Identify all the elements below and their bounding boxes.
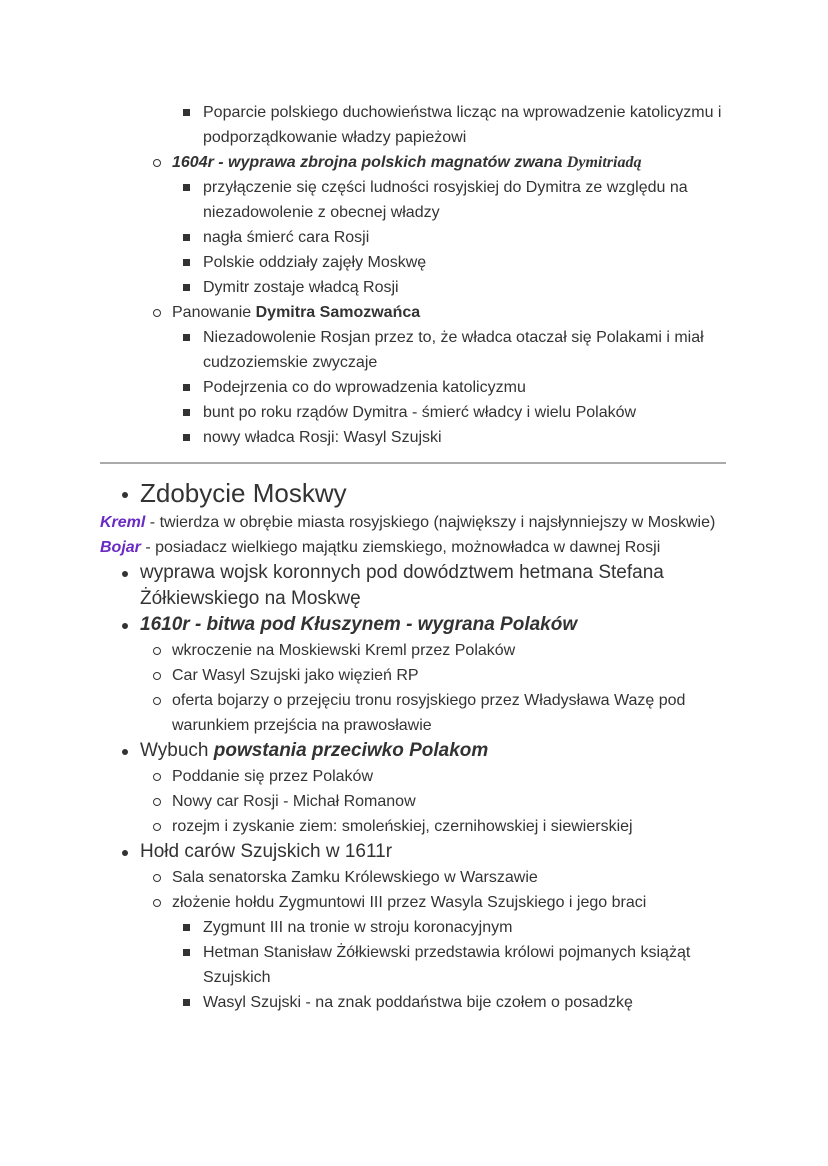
list-item-level-3 bbox=[100, 100, 723, 150]
circle-bullet-icon bbox=[153, 773, 161, 781]
term-label: Kreml bbox=[100, 514, 146, 531]
text-segment: Sala senatorska Zamku Królewskiego w Warszawie bbox=[172, 869, 538, 886]
list-item-level-3 bbox=[100, 400, 723, 425]
square-bullet-icon bbox=[183, 184, 190, 191]
text-segment: Panowanie bbox=[172, 304, 256, 321]
disc-bullet-icon bbox=[122, 749, 128, 755]
list-item-level-3 bbox=[100, 250, 723, 275]
list-item-level-2 bbox=[100, 789, 732, 814]
section-dymitriada bbox=[100, 100, 726, 450]
list-item-level-3 bbox=[100, 940, 723, 990]
disc-bullet-icon bbox=[122, 492, 128, 498]
list-item-level-2 bbox=[100, 764, 732, 789]
circle-bullet-icon bbox=[153, 899, 161, 907]
square-bullet-icon bbox=[183, 334, 190, 341]
text-segment: - twierdza w obrębie miasta rosyjskiego (największy i najsłynniejszy w Moskwie) bbox=[145, 514, 716, 531]
text-segment: Hołd carów Szujskich w 1611r bbox=[140, 841, 393, 862]
square-bullet-icon bbox=[183, 434, 190, 441]
text-segment: wyprawa wojsk koronnych pod dowództwem hetmana Stefana Żółkiewskiego na Moskwę bbox=[140, 562, 664, 609]
circle-bullet-icon bbox=[153, 159, 161, 167]
square-bullet-icon bbox=[183, 259, 190, 266]
text-segment: nowy władca Rosji: Wasyl Szujski bbox=[203, 429, 442, 446]
text-segment: 1604r - wyprawa zbrojna polskich magnatów zwana bbox=[172, 154, 567, 171]
list-item-level-2 bbox=[100, 663, 732, 688]
list-item-level-2 bbox=[100, 150, 732, 175]
text-segment: rozejm i zyskanie ziem: smoleńskiej, czernihowskiej i siewierskiej bbox=[172, 818, 633, 835]
list-item-level-3 bbox=[100, 275, 723, 300]
list-item-level-1 bbox=[100, 839, 700, 865]
circle-bullet-icon bbox=[153, 309, 161, 317]
square-bullet-icon bbox=[183, 384, 190, 391]
text-segment: powstania przeciwko Polakom bbox=[213, 740, 489, 761]
disc-bullet-icon bbox=[122, 571, 128, 577]
list-item-level-3 bbox=[100, 375, 723, 400]
text-segment: Niezadowolenie Rosjan przez to, że władca otaczał się Polakami i miał cudzoziemskie zwyczaje bbox=[203, 329, 704, 371]
text-segment: Zdobycie Moskwy bbox=[140, 478, 347, 508]
text-segment: 1610r - bitwa pod Kłuszynem - wygrana Polaków bbox=[140, 614, 578, 635]
document-page bbox=[100, 100, 726, 1015]
list-item-level-3 bbox=[100, 225, 723, 250]
text-segment: Wasyl Szujski - na znak poddaństwa bije czołem o posadzkę bbox=[203, 994, 633, 1011]
list-item-level-3 bbox=[100, 325, 723, 375]
section-heading bbox=[100, 476, 726, 510]
text-segment: Polskie oddziały zajęły Moskwę bbox=[203, 254, 427, 271]
text-segment: przyłączenie się części ludności rosyjskiej do Dymitra ze względu na niezadowolenie z obecnej władzy bbox=[203, 179, 688, 221]
list-item-level-2 bbox=[100, 814, 732, 839]
circle-bullet-icon bbox=[153, 697, 161, 705]
list-item-level-2 bbox=[100, 865, 732, 890]
text-segment: Car Wasyl Szujski jako więzień RP bbox=[172, 667, 419, 684]
list-item-level-3 bbox=[100, 990, 723, 1015]
definition-paragraph bbox=[100, 535, 726, 560]
circle-bullet-icon bbox=[153, 798, 161, 806]
text-segment: - posiadacz wielkiego majątku ziemskiego, możnowładca w dawnej Rosji bbox=[140, 539, 661, 556]
list-item-level-2 bbox=[100, 688, 732, 738]
text-segment: Poddanie się przez Polaków bbox=[172, 768, 374, 785]
list-item-level-2 bbox=[100, 890, 732, 915]
list-item-level-1 bbox=[100, 560, 700, 612]
square-bullet-icon bbox=[183, 109, 190, 116]
square-bullet-icon bbox=[183, 924, 190, 931]
square-bullet-icon bbox=[183, 284, 190, 291]
horizontal-divider bbox=[100, 462, 726, 464]
text-segment: bunt po roku rządów Dymitra - śmierć władcy i wielu Polaków bbox=[203, 404, 637, 421]
term-label: Bojar bbox=[100, 539, 141, 556]
text-segment: Nowy car Rosji - Michał Romanow bbox=[172, 793, 416, 810]
definition-paragraph bbox=[100, 510, 726, 535]
disc-bullet-icon bbox=[122, 623, 128, 629]
text-segment: Poparcie polskiego duchowieństwa licząc na wprowadzenie katolicyzmu i podporządkowanie władzy papieżowi bbox=[203, 104, 722, 146]
text-segment: Podejrzenia co do wprowadzenia katolicyzmu bbox=[203, 379, 526, 396]
text-segment: złożenie hołdu Zygmuntowi III przez Wasyla Szujskiego i jego braci bbox=[172, 894, 647, 911]
disc-bullet-icon bbox=[122, 850, 128, 856]
square-bullet-icon bbox=[183, 999, 190, 1006]
circle-bullet-icon bbox=[153, 647, 161, 655]
square-bullet-icon bbox=[183, 949, 190, 956]
text-segment: oferta bojarzy o przejęciu tronu rosyjskiego przez Władysława Wazę pod warunkiem przejścia na prawosławie bbox=[172, 692, 686, 734]
list-item-level-1 bbox=[100, 738, 700, 764]
list-item-level-3 bbox=[100, 915, 723, 940]
text-segment: Wybuch bbox=[140, 740, 214, 761]
list-item-level-3 bbox=[100, 175, 723, 225]
text-segment: Dymitr zostaje władcą Rosji bbox=[203, 279, 399, 296]
text-segment: wkroczenie na Moskiewski Kreml przez Polaków bbox=[172, 642, 516, 659]
text-segment: Hetman Stanisław Żółkiewski przedstawia królowi pojmanych książąt Szujskich bbox=[203, 944, 691, 986]
circle-bullet-icon bbox=[153, 672, 161, 680]
circle-bullet-icon bbox=[153, 823, 161, 831]
text-segment: Dymitra Samozwańca bbox=[255, 304, 421, 321]
text-segment: nagła śmierć cara Rosji bbox=[203, 229, 370, 246]
list-item-level-3 bbox=[100, 425, 723, 450]
list-item-level-1 bbox=[100, 612, 700, 638]
circle-bullet-icon bbox=[153, 874, 161, 882]
section-zdobycie-moskwy bbox=[100, 476, 726, 1015]
square-bullet-icon bbox=[183, 409, 190, 416]
list-item-level-2 bbox=[100, 300, 732, 325]
text-segment: Zygmunt III na tronie w stroju koronacyjnym bbox=[203, 919, 513, 936]
list-item-level-2 bbox=[100, 638, 732, 663]
text-segment: Dymitriadą bbox=[566, 154, 642, 171]
square-bullet-icon bbox=[183, 234, 190, 241]
